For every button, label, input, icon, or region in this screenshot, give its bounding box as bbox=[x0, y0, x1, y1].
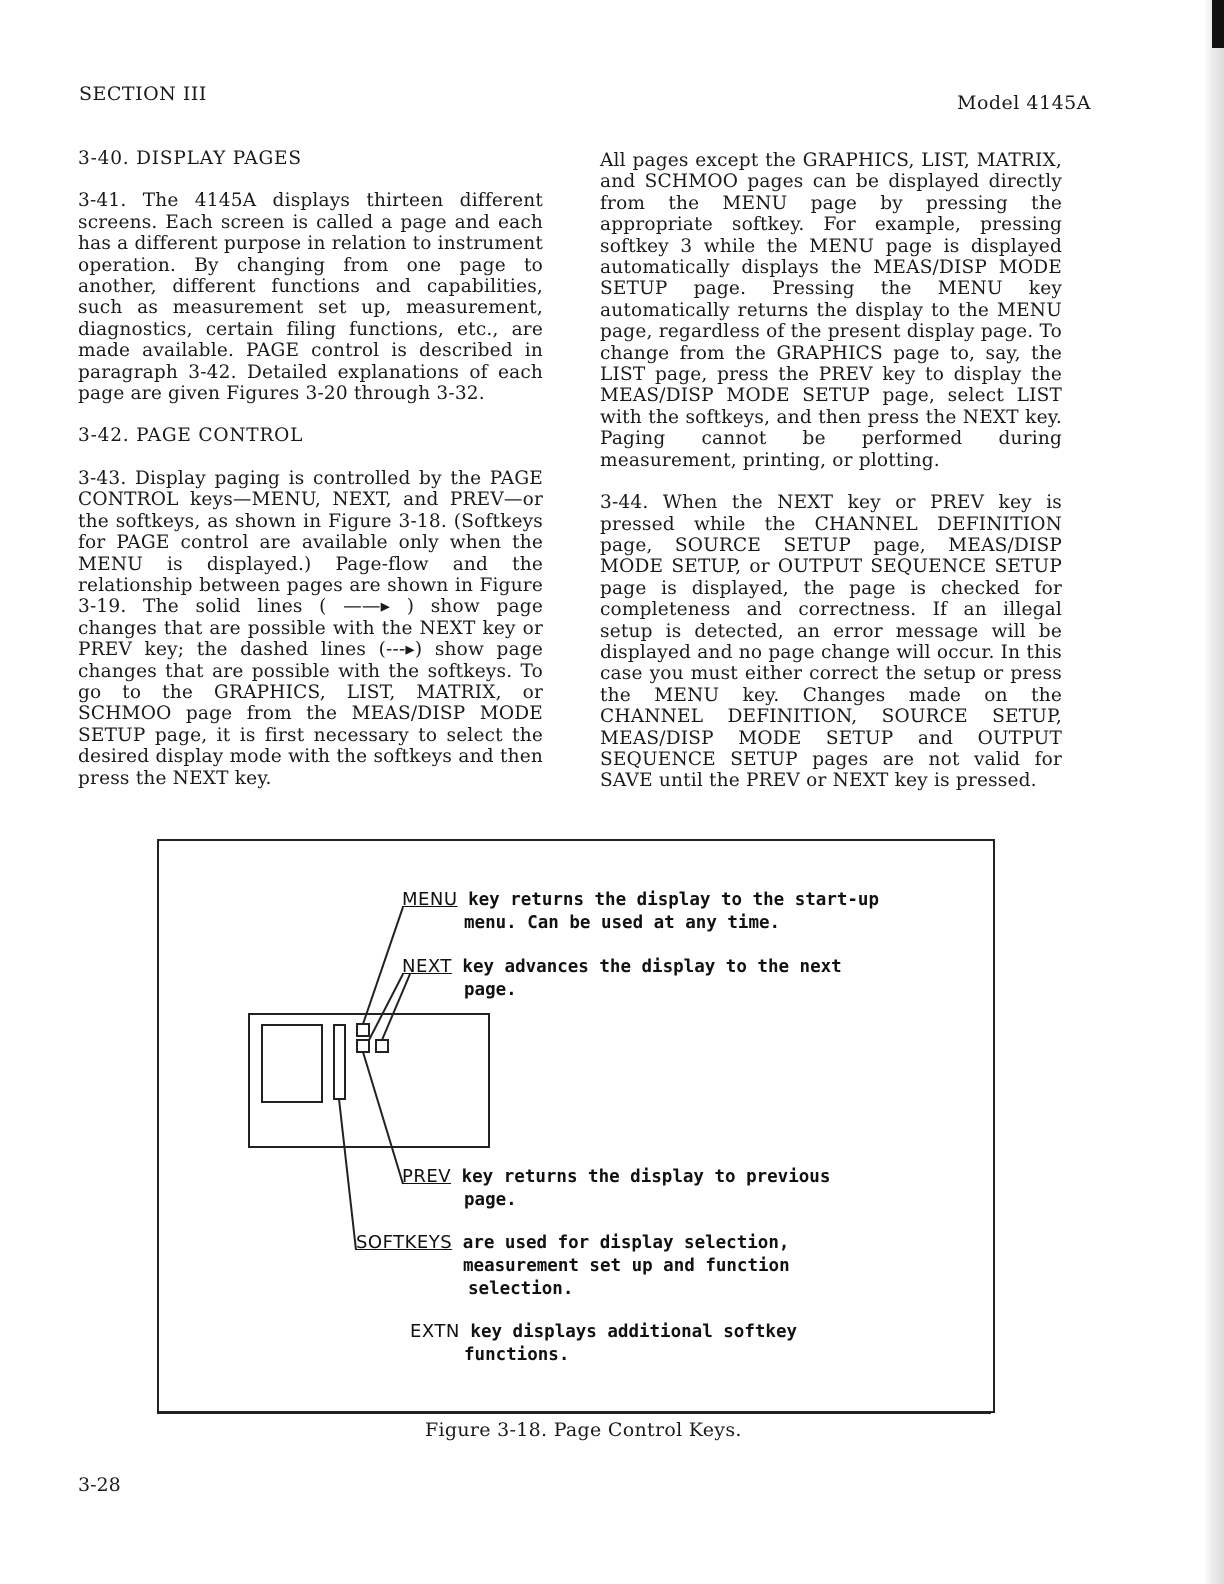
prev-annotation bbox=[402, 1165, 830, 1212]
next-desc-1: key advances the display to the next bbox=[462, 957, 842, 977]
menu-annotation bbox=[402, 888, 879, 935]
extn-desc-2: functions. bbox=[464, 1345, 570, 1365]
prev-desc-2: page. bbox=[464, 1190, 517, 1210]
extn-desc-1: key displays additional softkey bbox=[470, 1322, 798, 1342]
menu-key-square bbox=[357, 1024, 369, 1036]
model-label: Model 4145A bbox=[957, 92, 1091, 114]
softkeys-desc-1: are used for display selection, bbox=[462, 1233, 790, 1253]
menu-desc-1: key returns the display to the start-up bbox=[468, 890, 879, 910]
heading-display-pages: 3-40. DISPLAY PAGES bbox=[78, 148, 302, 169]
prev-key-square bbox=[357, 1040, 369, 1052]
softkeys-leader-line bbox=[339, 1099, 356, 1250]
softkeys-key-label: SOFTKEYS bbox=[356, 1232, 453, 1253]
paragraph-3-43: 3-43. Display paging is controlled by the PAGE CONTROL keys—MENU, NEXT, and PREV—or the softkeys, as shown in Figure 3-18. (Softkeys for PAGE control are available only when the MENU is displayed.) Page-flow and the relationship between pages are shown in Figure 3-19. The solid lines ( ——▸ ) show page changes that are possible with the NEXT key or PREV key; the dashed lines (---▸) show page changes that are possible with the softkeys. To go to the GRAPHICS, LIST, MATRIX, or SCHMOO page from the MEAS/DISP MODE SETUP page, it is first necessary to select the desired display mode with the softkeys and then press the NEXT key. bbox=[78, 467, 543, 789]
extn-key-label: EXTN bbox=[410, 1321, 460, 1342]
prev-desc-1: key returns the display to previous bbox=[461, 1167, 831, 1187]
heading-page-control: 3-42. PAGE CONTROL bbox=[78, 425, 304, 447]
figure-caption: Figure 3-18. Page Control Keys. bbox=[425, 1419, 742, 1441]
softkeys-annotation bbox=[356, 1231, 790, 1301]
prev-key-label: PREV bbox=[402, 1166, 452, 1187]
extn-annotation bbox=[410, 1320, 797, 1367]
next-desc-2: page. bbox=[464, 980, 517, 1000]
softkeys-desc-2: measurement set up and function bbox=[463, 1256, 790, 1276]
softkey-column bbox=[334, 1025, 345, 1099]
page-number: 3-28 bbox=[78, 1474, 121, 1496]
crt-screen bbox=[262, 1025, 322, 1102]
paragraph-3-43-cont: All pages except the GRAPHICS, LIST, MATRIX, and SCHMOO pages can be displayed directly from the MENU page by pressing the appropriate softkey. For example, pressing softkey 3 while the MENU page is displayed automatically displays the MEAS/DISP MODE SETUP page. Pressing the MENU key automatically returns the display to the MENU page, regardless of the present display page. To change from the GRAPHICS page to, say, the LIST page, press the PREV key to display the MEAS/DISP MODE SETUP page, select LIST with the softkeys, and then press the NEXT key. Paging cannot be performed during measurement, printing, or plotting. bbox=[600, 150, 1062, 471]
paragraph-3-44: 3-44. When the NEXT key or PREV key is pressed while the CHANNEL DEFINITION page, SOURCE SETUP page, MEAS/DISP MODE SETUP, or OUTPUT SEQUENCE SETUP page is displayed, the page is checked for completeness and correctness. If an illegal setup is detected, an error message will be displayed and no page change will occur. In this case you must either correct the setup or press the MENU key. Changes made on the CHANNEL DEFINITION, SOURCE SETUP, MEAS/DISP MODE SETUP and OUTPUT SEQUENCE SETUP pages are not valid for SAVE until the PREV or NEXT key is pressed. bbox=[600, 492, 1062, 792]
next-key-square bbox=[376, 1040, 388, 1052]
menu-desc-2: menu. Can be used at any time. bbox=[464, 913, 781, 933]
menu-key-label: MENU bbox=[402, 889, 458, 910]
softkeys-desc-3: selection. bbox=[468, 1279, 574, 1299]
paragraph-3-41: 3-41. The 4145A displays thirteen different screens. Each screen is called a page and each has a different purpose in relation to instrument operation. By changing from one page to another, different functions and capabilities, such as measurement set up, measurement, diagnostics, certain filing functions, etc., are made available. PAGE control is described in paragraph 3-42. Detailed explanations of each page are given Figures 3-20 through 3-32. bbox=[78, 190, 543, 405]
section-label: SECTION III bbox=[79, 83, 207, 105]
prev-leader-line bbox=[363, 1052, 403, 1184]
next-annotation bbox=[402, 955, 842, 1002]
next-key-label: NEXT bbox=[402, 956, 452, 977]
